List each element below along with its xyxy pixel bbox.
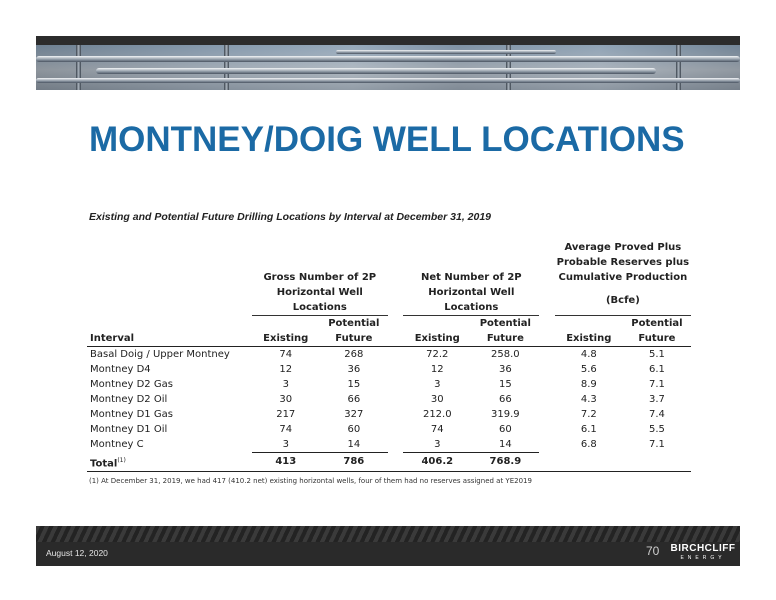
cell-gross-future: 36 xyxy=(347,364,361,375)
cell-reserves-existing: 6.1 xyxy=(580,424,597,435)
cell-reserves-existing: 4.3 xyxy=(580,394,597,405)
col-header-future: Future xyxy=(471,331,539,347)
gross-header-line: Horizontal Well Locations xyxy=(252,285,388,316)
cell-interval: Montney D4 xyxy=(90,364,151,375)
cell-net-future: 66 xyxy=(498,394,512,405)
table-footnote: (1) At December 31, 2019, we had 417 (410.2 net) existing horizontal wells, four of them had no reserves assigned at YE2019 xyxy=(89,477,532,485)
cell-interval: Montney D2 Gas xyxy=(90,379,173,390)
well-locations-table xyxy=(87,240,691,472)
cell-net-future: 15 xyxy=(498,379,512,390)
cell-reserves-existing: 5.6 xyxy=(580,364,597,375)
col-header-future: Future xyxy=(320,331,388,347)
cell-gross-future: 60 xyxy=(347,424,361,435)
page-title: MONTNEY/DOIG WELL LOCATIONS xyxy=(89,120,685,159)
net-header-line: Horizontal Well Locations xyxy=(403,285,539,316)
table-caption: Existing and Potential Future Drilling Locations by Interval at December 31, 2019 xyxy=(89,211,492,223)
cell-gross-existing: 74 xyxy=(279,424,293,435)
table-row xyxy=(87,407,691,422)
cell-reserves-existing: 7.2 xyxy=(580,409,597,420)
cell-gross-existing: 74 xyxy=(279,349,293,360)
company-logo xyxy=(668,543,738,561)
header-banner-image xyxy=(36,36,740,90)
cell-gross-future: 268 xyxy=(344,349,364,360)
cell-gross-existing-total: 413 xyxy=(252,453,320,472)
table-row xyxy=(87,347,691,363)
banner-pipe xyxy=(36,78,740,83)
cell-gross-future-total: 786 xyxy=(320,453,388,472)
cell-reserves-future: 7.1 xyxy=(648,379,665,390)
cell-net-existing: 12 xyxy=(430,364,444,375)
cell-gross-existing: 217 xyxy=(276,409,296,420)
cell-total-label xyxy=(87,453,252,472)
cell-interval: Montney D1 Oil xyxy=(90,424,168,435)
col-header-potential: Potential xyxy=(631,318,683,329)
cell-interval: Basal Doig / Upper Montney xyxy=(90,349,230,360)
col-header-potential: Potential xyxy=(479,318,531,329)
cell-gross-future: 15 xyxy=(347,379,361,390)
cell-net-future: 14 xyxy=(498,439,512,450)
banner-pipe-post xyxy=(76,45,81,90)
logo-name: BIRCHCLIFF xyxy=(670,543,736,554)
cell-reserves-future: 5.1 xyxy=(648,349,665,360)
cell-reserves-existing: 8.9 xyxy=(580,379,597,390)
banner-pipe xyxy=(96,68,656,74)
cell-reserves-future: 7.4 xyxy=(648,409,665,420)
cell-reserves-future: 3.7 xyxy=(648,394,665,405)
gross-header-line: Gross Number of 2P xyxy=(263,272,377,283)
col-header-existing: Existing xyxy=(555,331,623,347)
cell-gross-future: 14 xyxy=(347,439,361,450)
footer-date: August 12, 2020 xyxy=(46,548,108,558)
col-header-existing: Existing xyxy=(403,331,471,347)
table-row xyxy=(87,392,691,407)
cell-interval: Montney D1 Gas xyxy=(90,409,173,420)
cell-gross-future: 66 xyxy=(347,394,361,405)
col-header-existing: Existing xyxy=(252,331,320,347)
banner-pipe-post xyxy=(676,45,681,90)
page-number: 70 xyxy=(646,544,660,558)
table-row xyxy=(87,437,691,453)
reserves-header-line: Probable Reserves plus xyxy=(556,257,690,268)
cell-gross-existing: 3 xyxy=(282,439,289,450)
cell-net-existing: 3 xyxy=(434,439,441,450)
table-total-row xyxy=(87,453,691,472)
logo-subtitle: ENERGY xyxy=(680,555,726,561)
reserves-header-line: Cumulative Production xyxy=(558,272,688,283)
cell-net-future: 319.9 xyxy=(491,409,520,420)
reserves-header-line: (Bcfe) xyxy=(555,285,691,316)
cell-reserves-future: 5.5 xyxy=(648,424,665,435)
cell-net-future: 36 xyxy=(498,364,512,375)
table-row xyxy=(87,422,691,437)
cell-gross-existing: 12 xyxy=(279,364,293,375)
cell-net-existing: 30 xyxy=(430,394,444,405)
cell-net-future: 60 xyxy=(498,424,512,435)
cell-net-existing: 212.0 xyxy=(422,409,452,420)
cell-net-future-total: 768.9 xyxy=(471,453,539,472)
footer-pattern xyxy=(36,526,740,542)
col-header-potential: Potential xyxy=(328,318,380,329)
footer-bar xyxy=(36,526,740,566)
cell-reserves-existing: 6.8 xyxy=(580,439,597,451)
col-header-interval: Interval xyxy=(87,331,252,347)
banner-pipe xyxy=(36,56,740,62)
cell-gross-future: 327 xyxy=(344,409,364,420)
cell-net-future: 258.0 xyxy=(491,349,520,360)
banner-pipe xyxy=(336,50,556,54)
cell-interval: Montney D2 Oil xyxy=(90,394,168,405)
cell-net-existing-total: 406.2 xyxy=(403,453,471,472)
reserves-header-line: Average Proved Plus xyxy=(564,242,682,253)
cell-reserves-future: 6.1 xyxy=(648,364,665,375)
net-header-line: Net Number of 2P xyxy=(420,272,522,283)
cell-gross-existing: 30 xyxy=(279,394,293,405)
total-label: Total xyxy=(90,457,118,469)
cell-net-existing: 72.2 xyxy=(426,349,449,360)
banner-top-strip xyxy=(36,36,740,45)
cell-reserves-future: 7.1 xyxy=(648,439,665,451)
table-row xyxy=(87,362,691,377)
total-footnote-ref: (1) xyxy=(117,456,126,464)
col-header-future: Future xyxy=(623,331,691,347)
table-row xyxy=(87,377,691,392)
cell-gross-existing: 3 xyxy=(282,379,289,390)
cell-reserves-existing: 4.8 xyxy=(580,349,597,360)
cell-net-existing: 3 xyxy=(434,379,441,390)
cell-interval: Montney C xyxy=(90,439,144,451)
cell-net-existing: 74 xyxy=(430,424,444,435)
